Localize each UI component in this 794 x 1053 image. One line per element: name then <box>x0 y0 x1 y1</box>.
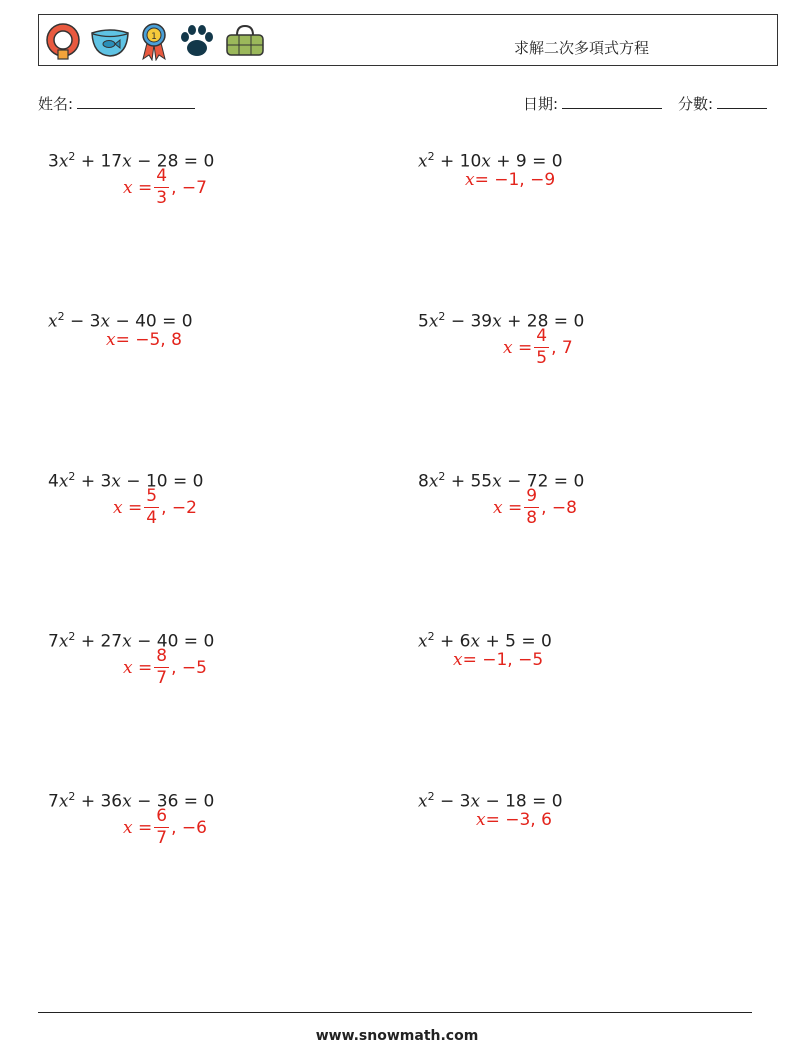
problem-equation: $x^2 - 3x - 40 = 0$ <box>48 310 193 332</box>
answer-fraction <box>154 648 169 687</box>
answer-rest: , 7 <box>551 337 573 358</box>
footer-url: www.snowmath.com <box>315 1028 479 1044</box>
life-ring-icon <box>43 21 83 61</box>
answer-rest: , −2 <box>161 497 197 518</box>
name-field <box>38 93 195 114</box>
date-field <box>523 93 662 114</box>
score-blank[interactable] <box>717 94 767 109</box>
problem-equation: $5x^2 - 39x + 28 = 0$ <box>418 310 585 332</box>
answer-fraction <box>154 168 169 207</box>
problem-answer <box>113 488 197 527</box>
fraction-denominator: 3 <box>156 188 168 208</box>
fraction-numerator: 4 <box>156 166 168 186</box>
worksheet-title: 求解二次多項式方程 <box>514 39 650 57</box>
name-label: 姓名: <box>38 95 74 113</box>
problem-equation: $7x^2 + 27x - 40 = 0$ <box>48 630 215 652</box>
problem-equation: $x^2 + 10x + 9 = 0$ <box>418 150 563 172</box>
problem-answer <box>503 328 573 367</box>
fraction-numerator: 4 <box>536 326 548 346</box>
problem-answer <box>123 168 207 207</box>
score-field <box>678 93 767 114</box>
answer-rest: , −6 <box>171 817 207 838</box>
footer-divider <box>38 1012 752 1013</box>
answer-prefix: x = <box>123 817 153 838</box>
problem-answer: x = −3, 6 <box>476 810 552 830</box>
fraction-numerator: 8 <box>156 646 168 666</box>
fraction-denominator: 5 <box>536 348 548 368</box>
basket-icon <box>223 21 267 61</box>
svg-text:1: 1 <box>151 32 157 42</box>
answer-fraction <box>534 328 549 367</box>
problem-answer <box>123 808 207 847</box>
fish-bowl-icon <box>89 21 131 61</box>
date-label: 日期: <box>523 95 559 113</box>
worksheet-header <box>38 14 778 66</box>
fraction-numerator: 5 <box>146 486 158 506</box>
fraction-denominator: 7 <box>156 668 168 688</box>
fraction-denominator: 8 <box>526 508 538 528</box>
award-ribbon-icon <box>137 21 171 61</box>
answer-rest: , −8 <box>541 497 577 518</box>
problem-equation: $4x^2 + 3x - 10 = 0$ <box>48 470 204 492</box>
fraction-numerator: 9 <box>526 486 538 506</box>
problem-answer <box>493 488 577 527</box>
fraction-denominator: 4 <box>146 508 158 528</box>
name-blank[interactable] <box>77 94 195 109</box>
answer-prefix: x = <box>123 177 153 198</box>
problem-answer: x = −5, 8 <box>106 330 182 350</box>
answer-prefix: x = <box>503 337 533 358</box>
answer-prefix: x = <box>123 657 153 678</box>
answer-fraction <box>154 808 169 847</box>
fraction-denominator: 7 <box>156 828 168 848</box>
answer-prefix: x = <box>113 497 143 518</box>
problem-equation: $x^2 + 6x + 5 = 0$ <box>418 630 552 652</box>
score-label: 分數: <box>678 95 714 113</box>
problem-equation: $3x^2 + 17x - 28 = 0$ <box>48 150 215 172</box>
answer-fraction <box>524 488 539 527</box>
answer-prefix: x = <box>493 497 523 518</box>
date-blank[interactable] <box>562 94 662 109</box>
paw-print-icon <box>177 21 217 61</box>
problem-equation: $8x^2 + 55x - 72 = 0$ <box>418 470 585 492</box>
problem-answer: x = −1, −9 <box>465 170 556 190</box>
problem-answer: x = −1, −5 <box>453 650 544 670</box>
answer-rest: , −7 <box>171 177 207 198</box>
problem-equation: $x^2 - 3x - 18 = 0$ <box>418 790 563 812</box>
fraction-numerator: 6 <box>156 806 168 826</box>
answer-rest: , −5 <box>171 657 207 678</box>
header-icons <box>43 21 267 61</box>
problem-answer <box>123 648 207 687</box>
answer-fraction <box>144 488 159 527</box>
problem-equation: $7x^2 + 36x - 36 = 0$ <box>48 790 215 812</box>
